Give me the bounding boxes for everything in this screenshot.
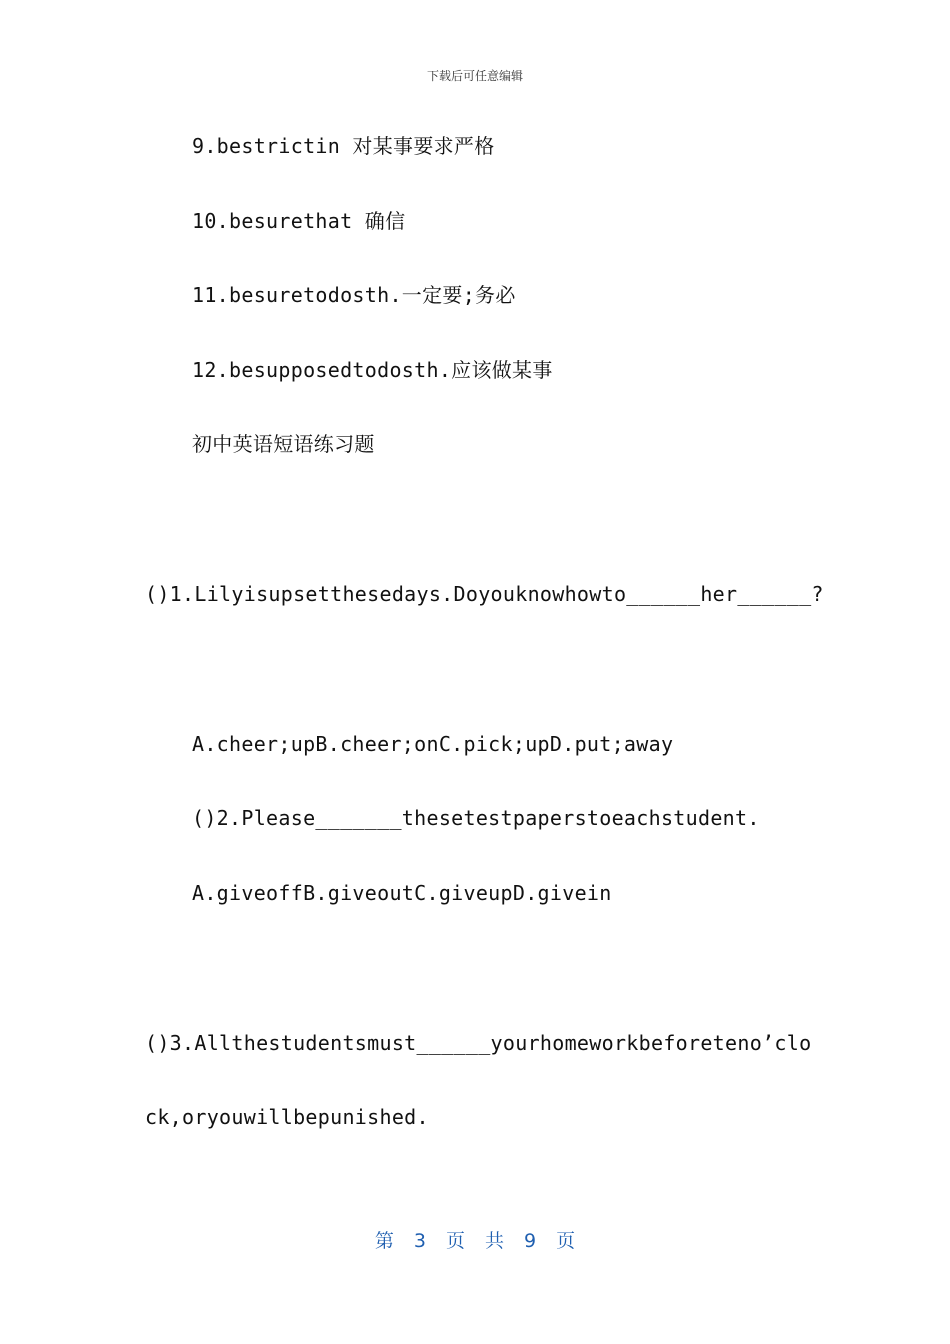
question-3-line-2: ck,oryouwillbepunished.: [145, 1105, 429, 1129]
question-2: ()2.Please_______thesetestpaperstoeachstudent.: [192, 806, 760, 830]
phrase-item-10: 10.besurethat 确信: [192, 209, 406, 233]
phrase-item-11: 11.besuretodosth.一定要;务必: [192, 283, 516, 307]
question-2-options: A.giveoffB.giveoutC.giveupD.givein: [192, 881, 612, 905]
page-number-footer: 第 3 页 共 9 页: [374, 1230, 576, 1252]
phrase-item-9: 9.bestrictin 对某事要求严格: [192, 134, 495, 158]
question-1-options: A.cheer;upB.cheer;onC.pick;upD.put;away: [192, 732, 674, 756]
section-title: 初中英语短语练习题: [192, 432, 375, 456]
question-1: ()1.Lilyisupsetthesedays.Doyouknowhowto______her______?: [145, 582, 824, 606]
page-header: 下载后可任意编辑: [426, 69, 523, 83]
phrase-item-12: 12.besupposedtodosth.应该做某事: [192, 358, 553, 382]
question-3-line-1: ()3.Allthestudentsmust______yourhomeworkbeforeteno’clo: [145, 1031, 812, 1055]
